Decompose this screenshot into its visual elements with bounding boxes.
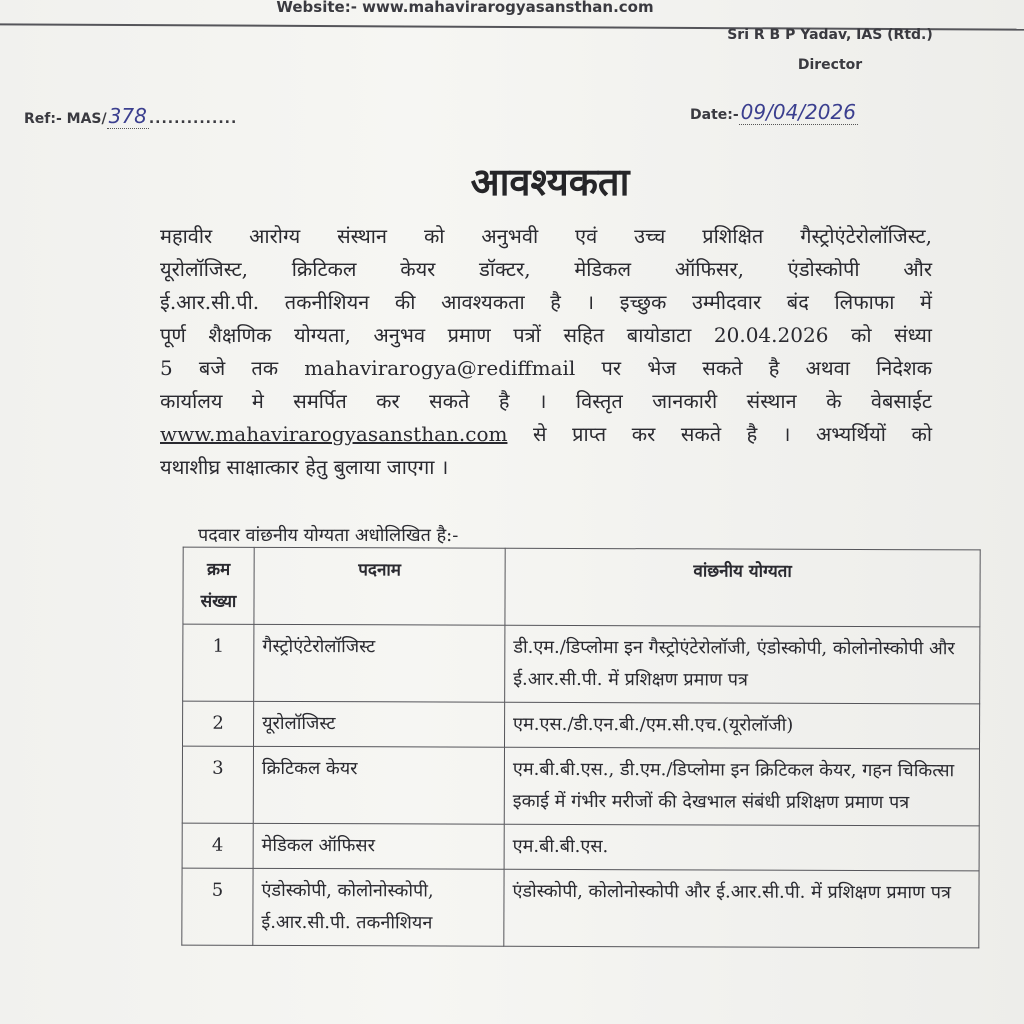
- header-qualification: वांछनीय योग्यता: [505, 548, 980, 627]
- qualification-cell: डी.एम./डिप्लोमा इन गैस्ट्रोएंटेरोलॉजी, एंडोस्कोपी, कोलोनोस्कोपी और ई.आर.सी.पी. में प्रशिक्षण प्रमाण पत्र: [505, 625, 980, 704]
- paragraph-line: 5 बजे तक mahavirarogya@rediffmail पर भेज सकते है अथवा निदेशक: [160, 356, 932, 380]
- paragraph-line: यथाशीघ्र साक्षात्कार हेतु बुलाया जाएगा ।: [160, 455, 449, 479]
- post-cell: एंडोस्कोपी, कोलोनोस्कोपी, ई.आर.सी.पी. तकनीशियन: [253, 868, 504, 946]
- serial-cell: 5: [182, 868, 253, 945]
- header-post: पदनाम: [254, 547, 505, 625]
- qualification-cell: एम.बी.बी.एस., डी.एम./डिप्लोमा इन क्रिटिकल केयर, गहन चिकित्सा इकाई में गंभीर मरीजों की देखभाल संबंधी प्रशिक्षण प्रमाण पत्र: [504, 747, 979, 826]
- ref-label: Ref:- MAS/: [24, 111, 107, 127]
- table-row: [183, 701, 980, 749]
- ref-number: 378: [108, 104, 147, 128]
- director-block: [700, 20, 960, 80]
- paragraph-line: ई.आर.सी.पी. तकनीशियन की आवश्यकता है । इच्छुक उम्मीदवार बंद लिफाफा में: [160, 290, 932, 314]
- paragraph-line: [160, 418, 932, 451]
- page-title: आवश्यकता: [470, 159, 630, 204]
- table-row: [182, 868, 979, 948]
- website-link[interactable]: www.mahavirarogyasansthan.com: [160, 422, 508, 446]
- table-intro: पदवार वांछनीय योग्यता अधोलिखित है:-: [198, 525, 459, 546]
- serial-cell: 4: [182, 823, 253, 868]
- header-serial: क्रम संख्या: [183, 547, 254, 624]
- paragraph-line: पूर्ण शैक्षणिक योग्यता, अनुभव प्रमाण पत्रों सहित बायोडाटा 20.04.2026 को संध्या: [160, 323, 932, 347]
- qualification-cell: एम.एस./डी.एन.बी./एम.सी.एच.(यूरोलॉजी): [505, 702, 980, 749]
- paragraph-line: यूरोलॉजिस्ट, क्रिटिकल केयर डॉक्टर, मेडिकल ऑफिसर, एंडोस्कोपी और: [160, 257, 932, 281]
- date-value: 09/04/2026: [740, 100, 856, 124]
- table-row: [182, 823, 979, 871]
- post-cell: क्रिटिकल केयर: [253, 746, 504, 824]
- table-row: [183, 624, 980, 704]
- post-cell: मेडिकल ऑफिसर: [253, 823, 504, 869]
- paragraph-line: महावीर आरोग्य संस्थान को अनुभवी एवं उच्च प्रशिक्षित गैस्ट्रोएंटेरोलॉजिस्ट,: [160, 224, 932, 248]
- date-label: Date:-: [690, 107, 739, 123]
- date: [690, 100, 858, 124]
- post-cell: गैस्ट्रोएंटेरोलॉजिस्ट: [254, 624, 505, 702]
- serial-cell: 2: [183, 701, 254, 746]
- website-header: Website:- www.mahavirarogyasansthan.com: [276, 0, 654, 16]
- director-name: Sri R B P Yadav, IAS (Rtd.): [727, 27, 933, 43]
- serial-cell: 3: [182, 746, 253, 823]
- qualification-cell: एंडोस्कोपी, कोलोनोस्कोपी और ई.आर.सी.पी. में प्रशिक्षण प्रमाण पत्र: [504, 869, 979, 948]
- reference: [24, 104, 237, 128]
- director-title: Director: [797, 57, 863, 73]
- paragraph-line: कार्यालय मे समर्पित कर सकते है । विस्तृत जानकारी संस्थान के वेबसाईट: [160, 389, 932, 413]
- post-cell: यूरोलॉजिस्ट: [254, 701, 505, 747]
- qualification-cell: एम.बी.बी.एस.: [504, 824, 979, 871]
- table-header-row: [183, 547, 980, 627]
- serial-cell: 1: [183, 624, 254, 701]
- paragraph-url-tail: से प्राप्त कर सकते है । अभ्यर्थियों को: [507, 422, 932, 446]
- notice-paragraph: [160, 220, 932, 484]
- qualification-table: [181, 547, 980, 949]
- table-row: [182, 746, 979, 826]
- ref-dots: ..............: [148, 111, 238, 127]
